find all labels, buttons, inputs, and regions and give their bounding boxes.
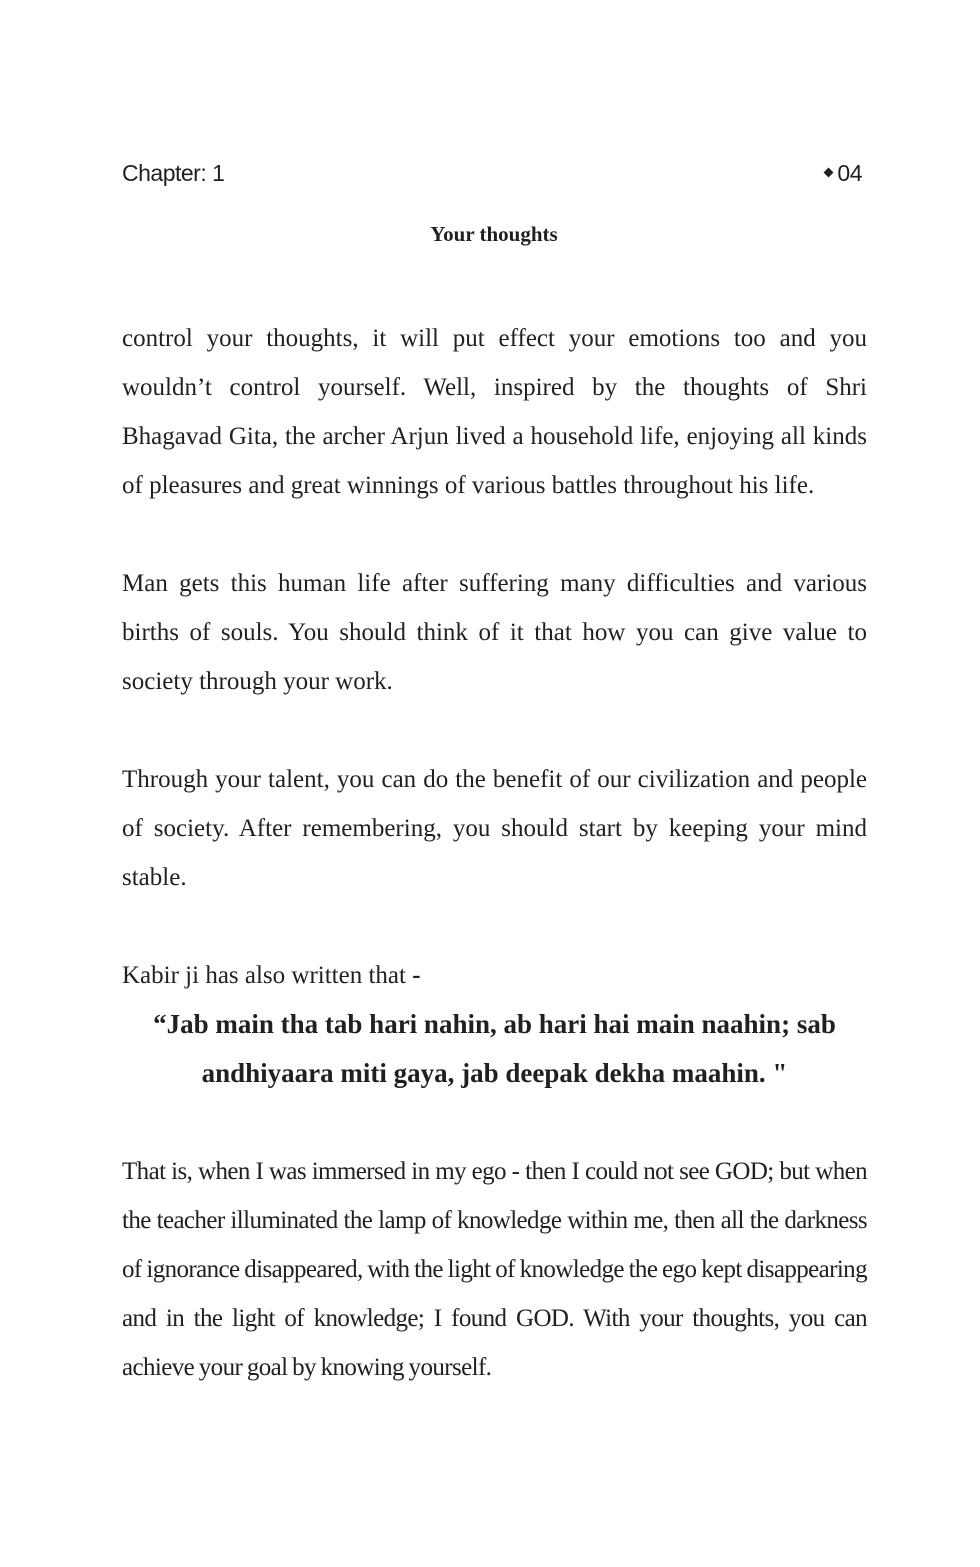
body-text [122,314,867,1441]
kabir-quote: “Jab main tha tab hari nahin, ab hari hai main naahin; sab andhiyaara miti gaya, jab deepak dekha maahin. " [153,1009,836,1088]
quote-intro [122,951,867,1000]
paragraph: Man gets this human life after suffering many difficulties and various births of souls. You should think of it that how you can give value to society through your work. [122,570,867,695]
chapter-label: Chapter: 1 [122,160,225,186]
paragraph: Through your talent, you can do the benefit of our civilization and people of society. After remembering, you should start by keeping your mind stable. [122,766,867,891]
page-header [122,160,862,196]
quote-intro-dash: - [412,962,421,989]
quote-intro-text: Kabir ji has also written that [122,962,406,989]
page-title: Your thoughts [430,222,558,246]
paragraph: control your thoughts, it will put effect your emotions too and you wouldn’t control yourself. Well, inspired by the thoughts of Shri Bhagavad Gita, the archer Arjun lived a household life, enjoying all kinds of pleasures and great winnings of various battles throughout his life. [122,325,867,499]
page-number [825,160,862,187]
diamond-bullet-icon [824,168,834,178]
page-number-value: 04 [837,160,862,186]
paragraph: That is, when I was immersed in my ego - then I could not see GOD; but when the teacher illuminated the lamp of knowledge within me, then all the darkness of ignorance disappeared, with the light of knowledge the ego kept disappearing and in the light of knowledge; I found GOD. With your thoughts, you can achieve your goal by knowing yourself. [122,1158,867,1381]
